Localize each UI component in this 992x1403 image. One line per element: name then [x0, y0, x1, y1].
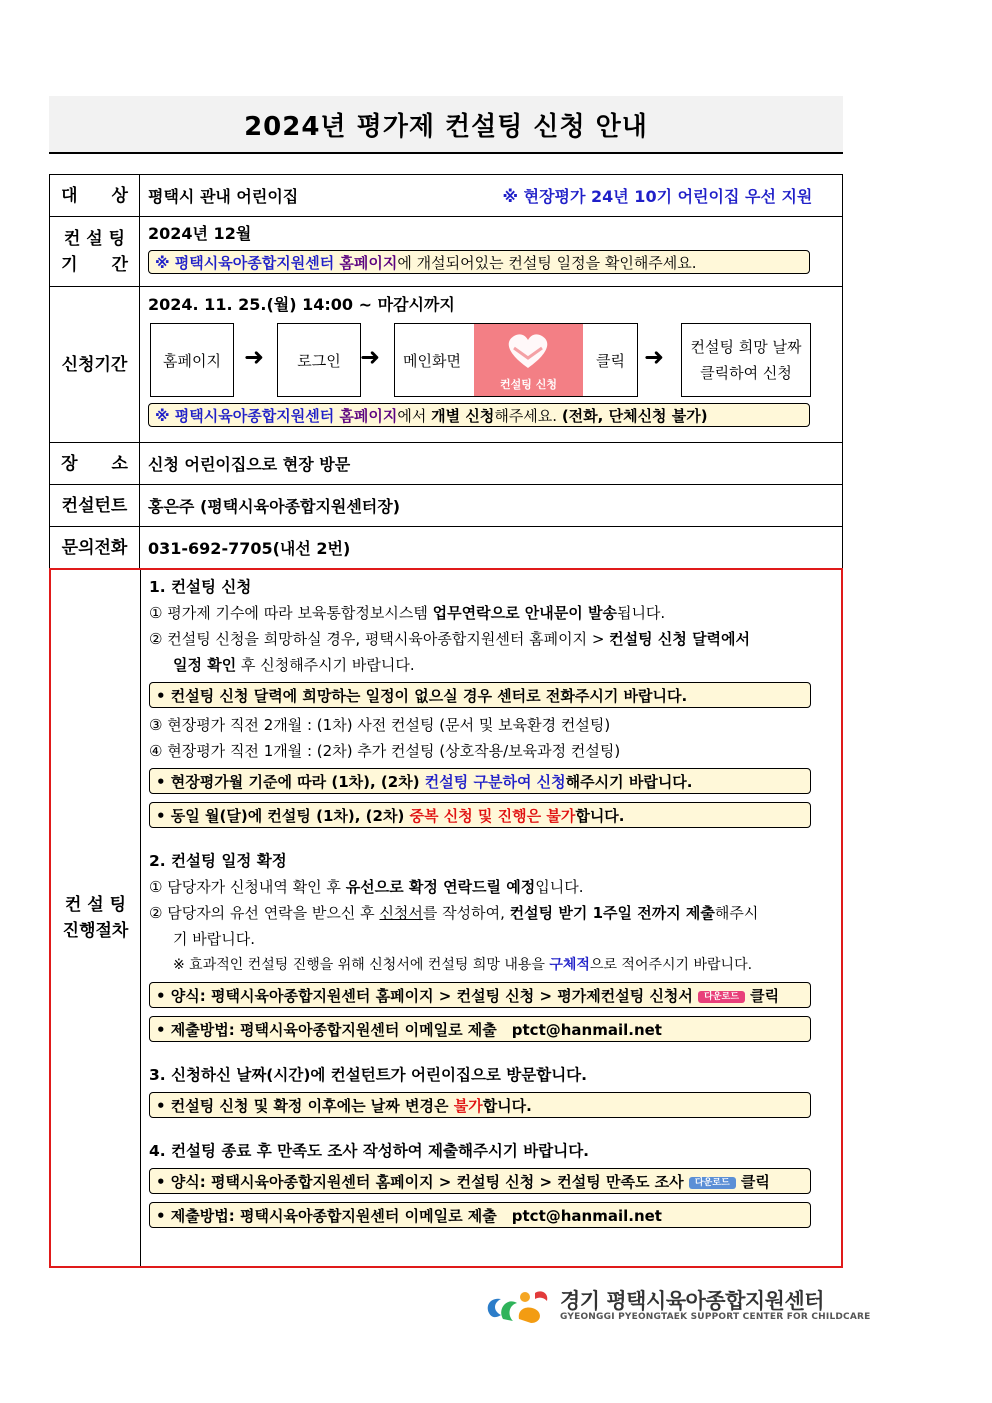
note-box-7: • 양식: 평택시육아종합지원센터 홈페이지 > 컨설팅 신청 > 컨설팅 만족도 조사 다운로드 클릭 — [149, 1168, 811, 1194]
note-box-8: • 제출방법: 평택시육아종합지원센터 이메일로 제출 ptct@hanmail.net — [149, 1202, 811, 1228]
procedure-content — [149, 574, 839, 1232]
step-select-date: 컨설팅 희망 날짜 클릭하여 신청 — [681, 323, 811, 397]
s3-title: 3. 신청하신 날짜(시간)에 컨설턴트가 어린이집으로 방문합니다. — [149, 1066, 588, 1084]
s1-title: 1. 컨설팅 신청 — [149, 578, 252, 596]
note-box-2: • 현장평가월 기준에 따라 (1차), (2차) 컨설팅 구분하여 신청해주시기 바랍니다. — [149, 768, 811, 794]
s1-item-1: ① 평가제 기수에 따라 보육통합정보시스템 업무연락으로 안내문이 발송됩니다. — [149, 604, 666, 622]
s4-title: 4. 컨설팅 종료 후 만족도 조사 작성하여 제출해주시기 바랍니다. — [149, 1142, 590, 1160]
s1-item-4: ④ 현장평가 직전 1개월 : (2차) 추가 컨설팅 (상호작용/보육과정 컨설팅) — [149, 742, 621, 760]
label-procedure: 컨 설 팅 진행절차 — [51, 570, 141, 1266]
phone-value: 031-692-7705(내선 2번) — [140, 527, 843, 569]
note-box-3: • 동일 월(달)에 컨설팅 (1차), (2차) 중복 신청 및 진행은 불가합니다. — [149, 802, 811, 828]
note-box-1: • 컨설팅 신청 달력에 희망하는 일정이 없으실 경우 센터로 전화주시기 바랍니다. — [149, 682, 811, 708]
label-place: 장 소 — [50, 443, 140, 485]
note-box-4: • 양식: 평택시육아종합지원센터 홈페이지 > 컨설팅 신청 > 평가제컨설팅 신청서 다운로드 클릭 — [149, 982, 811, 1008]
download-badge[interactable]: 다운로드 — [698, 991, 745, 1003]
s2-title: 2. 컨설팅 일정 확정 — [149, 852, 287, 870]
period-note: ※ 평택시육아종합지원센터 홈페이지에 개설되어있는 컨설팅 일정을 확인해주세요. — [148, 250, 810, 274]
s2-item-1: ① 담당자가 신청내역 확인 후 유선으로 확정 연락드릴 예정입니다. — [149, 878, 584, 896]
note-box-6: • 컨설팅 신청 및 확정 이후에는 날짜 변경은 불가합니다. — [149, 1092, 811, 1118]
note-box-5: • 제출방법: 평택시육아종합지원센터 이메일로 제출 ptct@hanmail.net — [149, 1016, 811, 1042]
label-period-2: 기 간 — [61, 254, 128, 275]
label-consultant: 컨설턴트 — [50, 485, 140, 527]
row-period — [50, 217, 843, 287]
apply-note: ※ 평택시육아종합지원센터 홈페이지에서 개별 신청해주세요. (전화, 단체신청 불가) — [148, 403, 810, 427]
center-logo-icon — [483, 1283, 553, 1329]
step-main: 메인화면 컨설팅 신청 클릭 — [394, 323, 638, 397]
period-value: 2024년 12월 — [148, 224, 252, 243]
target-note: ※ 현장평가 24년 10기 어린이집 우선 지원 — [502, 187, 813, 206]
s1-item-3: ③ 현장평가 직전 2개월 : (1차) 사전 컨설팅 (문서 및 보육환경 컨설팅) — [149, 716, 611, 734]
s1-item-2: ② 컨설팅 신청을 희망하실 경우, 평택시육아종합지원센터 홈페이지 > 컨설팅 신청 달력에서 — [149, 630, 751, 648]
s2-note: ※ 효과적인 컨설팅 진행을 위해 신청서에 컨설팅 희망 내용을 구체적으로 적어주시기 바랍니다. — [173, 957, 753, 973]
label-apply: 신청기간 — [50, 287, 140, 443]
s2-item-2: ② 담당자의 유선 연락을 받으신 후 신청서를 작성하여, 컨설팅 받기 1주일 전까지 제출해주시 — [149, 904, 759, 922]
step-login: 로그인 — [277, 323, 361, 397]
label-period-1: 컨 설 팅 — [63, 228, 126, 249]
footer-subtitle: GYEONGGI PYEONGTAEK SUPPORT CENTER FOR CHILDCARE — [560, 1312, 871, 1322]
procedure-section — [49, 568, 843, 1268]
row-place — [50, 443, 843, 485]
download-badge[interactable]: 다운로드 — [689, 1177, 736, 1189]
label-target: 대 상 — [50, 175, 140, 217]
row-apply — [50, 287, 843, 443]
arrow-icon: ➜ — [360, 343, 381, 371]
target-value: 평택시 관내 어린이집 — [148, 187, 299, 206]
s1-item-2-cont: 일정 확인 후 신청해주시기 바랍니다. — [173, 656, 415, 674]
page-title: 2024년 평가제 컨설팅 신청 안내 — [49, 96, 843, 154]
row-target — [50, 175, 843, 217]
apply-flow — [148, 323, 842, 399]
footer-title: 경기 평택시육아종합지원센터 — [560, 1289, 825, 1313]
place-value: 신청 어린이집으로 현장 방문 — [140, 443, 843, 485]
row-consultant — [50, 485, 843, 527]
step-homepage: 홈페이지 — [150, 323, 234, 397]
arrow-icon: ➜ — [244, 343, 265, 371]
arrow-icon: ➜ — [644, 343, 665, 371]
row-phone — [50, 527, 843, 569]
consultant-value: 홍은주 (평택시육아종합지원센터장) — [140, 485, 843, 527]
s2-item-2-cont: 기 바랍니다. — [173, 930, 255, 948]
apply-value: 2024. 11. 25.(월) 14:00 ~ 마감시까지 — [148, 295, 455, 314]
info-table — [49, 174, 843, 569]
consult-apply-tile: 컨설팅 신청 — [474, 324, 583, 396]
label-phone: 문의전화 — [50, 527, 140, 569]
